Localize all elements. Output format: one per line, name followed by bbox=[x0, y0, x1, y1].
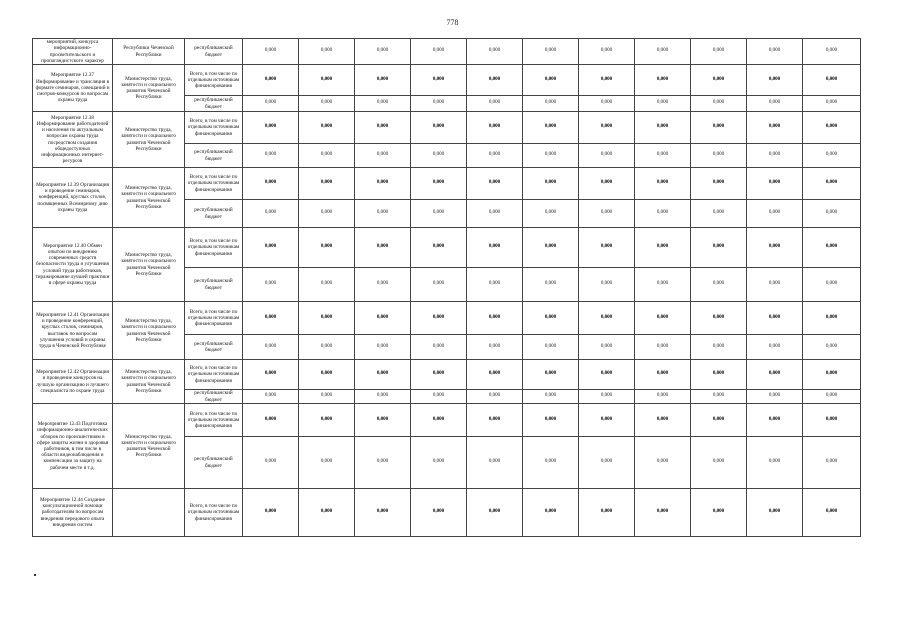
value-cell: 0,000 bbox=[467, 168, 523, 200]
value-cell: 0,000 bbox=[579, 404, 635, 437]
executor-cell: Министерство труда, занятости и социального развития Чеченской Республики bbox=[113, 404, 185, 489]
value-cell: 0,000 bbox=[523, 390, 579, 404]
value-cell: 0,000 bbox=[411, 268, 467, 302]
value-cell: 0,000 bbox=[803, 360, 861, 390]
value-cell: 0,000 bbox=[635, 268, 691, 302]
value-cell: 0,000 bbox=[299, 335, 355, 360]
value-cell: 0,000 bbox=[635, 168, 691, 200]
value-cell: 0,000 bbox=[691, 404, 747, 437]
funding-source-cell: республиканский бюджет bbox=[185, 335, 243, 360]
value-cell: 0,000 bbox=[299, 112, 355, 144]
value-cell: 0,000 bbox=[299, 228, 355, 268]
value-cell: 0,000 bbox=[747, 404, 803, 437]
value-cell: 0,000 bbox=[635, 39, 691, 65]
value-cell: 0,000 bbox=[747, 489, 803, 537]
value-cell: 0,000 bbox=[635, 404, 691, 437]
value-cell: 0,000 bbox=[803, 39, 861, 65]
value-cell: 0,000 bbox=[355, 437, 411, 489]
value-cell: 0,000 bbox=[635, 65, 691, 96]
value-cell: 0,000 bbox=[467, 228, 523, 268]
value-cell: 0,000 bbox=[299, 404, 355, 437]
value-cell: 0,000 bbox=[299, 144, 355, 168]
funding-source-cell: республиканский бюджет bbox=[185, 39, 243, 65]
value-cell: 0,000 bbox=[355, 65, 411, 96]
value-cell: 0,000 bbox=[691, 65, 747, 96]
value-cell: 0,000 bbox=[411, 390, 467, 404]
funding-source-cell: республиканский бюджет bbox=[185, 437, 243, 489]
funding-source-cell: республиканский бюджет bbox=[185, 390, 243, 404]
table-row bbox=[33, 404, 861, 437]
value-cell: 0,000 bbox=[635, 112, 691, 144]
value-cell: 0,000 bbox=[579, 390, 635, 404]
value-cell: 0,000 bbox=[467, 65, 523, 96]
value-cell: 0,000 bbox=[803, 437, 861, 489]
value-cell: 0,000 bbox=[803, 144, 861, 168]
value-cell: 0,000 bbox=[299, 65, 355, 96]
value-cell: 0,000 bbox=[579, 268, 635, 302]
value-cell: 0,000 bbox=[523, 200, 579, 228]
value-cell: 0,000 bbox=[299, 268, 355, 302]
value-cell: 0,000 bbox=[355, 200, 411, 228]
table-row bbox=[33, 360, 861, 390]
value-cell: 0,000 bbox=[523, 228, 579, 268]
value-cell: 0,000 bbox=[747, 168, 803, 200]
value-cell: 0,000 bbox=[411, 437, 467, 489]
value-cell: 0,000 bbox=[243, 360, 299, 390]
value-cell: 0,000 bbox=[523, 39, 579, 65]
executor-cell: Министерство труда, занятости и социального развития Чеченской Республики bbox=[113, 360, 185, 404]
value-cell: 0,000 bbox=[691, 360, 747, 390]
value-cell: 0,000 bbox=[691, 144, 747, 168]
funding-source-cell: Всего, в том числе по отдельным источникам финансирования bbox=[185, 112, 243, 144]
value-cell: 0,000 bbox=[411, 404, 467, 437]
value-cell: 0,000 bbox=[467, 200, 523, 228]
value-cell: 0,000 bbox=[243, 437, 299, 489]
value-cell: 0,000 bbox=[523, 112, 579, 144]
value-cell: 0,000 bbox=[579, 144, 635, 168]
value-cell: 0,000 bbox=[691, 96, 747, 112]
value-cell: 0,000 bbox=[299, 200, 355, 228]
activity-name-cell: Мероприятие 12.42 Организация и проведение конкурсов на лучшую организацию и лучшего специалиста по охране труда bbox=[33, 360, 113, 404]
value-cell: 0,000 bbox=[411, 335, 467, 360]
value-cell: 0,000 bbox=[243, 335, 299, 360]
value-cell: 0,000 bbox=[635, 200, 691, 228]
value-cell: 0,000 bbox=[635, 489, 691, 537]
activity-name-cell: Мероприятие 12.44 Создание консультационной помощи работодателям по вопросам внедрения передового опыта внедрения систем bbox=[33, 489, 113, 537]
executor-cell bbox=[113, 489, 185, 537]
value-cell: 0,000 bbox=[635, 302, 691, 335]
value-cell: 0,000 bbox=[803, 335, 861, 360]
executor-cell: Министерство труда, занятости и социального развития Чеченской Республики bbox=[113, 302, 185, 360]
activity-name-cell: Мероприятие 12.39 Организация и проведение семинаров, конференций, круглых столов, посвященных Всемирному дню охраны труда bbox=[33, 168, 113, 228]
value-cell: 0,000 bbox=[243, 404, 299, 437]
table-row bbox=[33, 302, 861, 335]
value-cell: 0,000 bbox=[747, 335, 803, 360]
funding-source-cell: Всего, в том числе по отдельным источникам финансирования bbox=[185, 168, 243, 200]
value-cell: 0,000 bbox=[467, 112, 523, 144]
value-cell: 0,000 bbox=[747, 112, 803, 144]
value-cell: 0,000 bbox=[411, 144, 467, 168]
value-cell: 0,000 bbox=[803, 268, 861, 302]
value-cell: 0,000 bbox=[691, 489, 747, 537]
value-cell: 0,000 bbox=[635, 360, 691, 390]
value-cell: 0,000 bbox=[411, 96, 467, 112]
executor-cell: Министерство труда, занятости и социального развития Чеченской Республики bbox=[113, 112, 185, 168]
value-cell: 0,000 bbox=[523, 144, 579, 168]
value-cell: 0,000 bbox=[467, 390, 523, 404]
value-cell: 0,000 bbox=[243, 302, 299, 335]
value-cell: 0,000 bbox=[299, 39, 355, 65]
table-row bbox=[33, 228, 861, 268]
value-cell: 0,000 bbox=[299, 437, 355, 489]
value-cell: 0,000 bbox=[243, 112, 299, 144]
value-cell: 0,000 bbox=[523, 268, 579, 302]
table-row bbox=[33, 489, 861, 537]
value-cell: 0,000 bbox=[299, 390, 355, 404]
value-cell: 0,000 bbox=[747, 65, 803, 96]
value-cell: 0,000 bbox=[635, 437, 691, 489]
value-cell: 0,000 bbox=[355, 268, 411, 302]
value-cell: 0,000 bbox=[467, 404, 523, 437]
value-cell: 0,000 bbox=[243, 39, 299, 65]
value-cell: 0,000 bbox=[355, 144, 411, 168]
value-cell: 0,000 bbox=[243, 268, 299, 302]
table-row bbox=[33, 65, 861, 96]
page-number: 778 bbox=[446, 18, 459, 27]
value-cell: 0,000 bbox=[523, 96, 579, 112]
funding-source-cell: республиканский бюджет bbox=[185, 96, 243, 112]
value-cell: 0,000 bbox=[803, 168, 861, 200]
value-cell: 0,000 bbox=[579, 302, 635, 335]
value-cell: 0,000 bbox=[691, 39, 747, 65]
value-cell: 0,000 bbox=[467, 268, 523, 302]
value-cell: 0,000 bbox=[467, 96, 523, 112]
value-cell: 0,000 bbox=[355, 489, 411, 537]
executor-cell: Республики Чеченской Республики bbox=[113, 39, 185, 65]
value-cell: 0,000 bbox=[747, 39, 803, 65]
funding-source-cell: Всего, в том числе по отдельным источникам финансирования bbox=[185, 360, 243, 390]
value-cell: 0,000 bbox=[579, 437, 635, 489]
value-cell: 0,000 bbox=[523, 437, 579, 489]
value-cell: 0,000 bbox=[523, 168, 579, 200]
value-cell: 0,000 bbox=[355, 112, 411, 144]
value-cell: 0,000 bbox=[691, 268, 747, 302]
executor-cell: Министерство труда, занятости и социального развития Чеченской Республики bbox=[113, 65, 185, 112]
value-cell: 0,000 bbox=[747, 390, 803, 404]
activity-name-cell: Мероприятие 12.37 Информирование и трансляция в формате семинаров, совещаний и смотров-конкурсов по вопросам охраны труда bbox=[33, 65, 113, 112]
value-cell: 0,000 bbox=[635, 96, 691, 112]
value-cell: 0,000 bbox=[411, 39, 467, 65]
funding-source-cell: Всего, в том числе по отдельным источникам финансирования bbox=[185, 228, 243, 268]
value-cell: 0,000 bbox=[355, 302, 411, 335]
value-cell: 0,000 bbox=[299, 168, 355, 200]
value-cell: 0,000 bbox=[355, 96, 411, 112]
value-cell: 0,000 bbox=[691, 112, 747, 144]
table-row bbox=[33, 168, 861, 200]
executor-cell: Министерство труда, занятости и социального развития Чеченской Республики bbox=[113, 228, 185, 302]
value-cell: 0,000 bbox=[747, 268, 803, 302]
value-cell: 0,000 bbox=[691, 168, 747, 200]
value-cell: 0,000 bbox=[243, 168, 299, 200]
value-cell: 0,000 bbox=[579, 39, 635, 65]
value-cell: 0,000 bbox=[299, 360, 355, 390]
value-cell: 0,000 bbox=[579, 335, 635, 360]
value-cell: 0,000 bbox=[411, 112, 467, 144]
value-cell: 0,000 bbox=[411, 228, 467, 268]
table-row bbox=[33, 39, 861, 65]
value-cell: 0,000 bbox=[803, 112, 861, 144]
value-cell: 0,000 bbox=[523, 65, 579, 96]
budget-table-body bbox=[33, 39, 861, 537]
value-cell: 0,000 bbox=[747, 302, 803, 335]
funding-source-cell: республиканский бюджет bbox=[185, 144, 243, 168]
value-cell: 0,000 bbox=[411, 200, 467, 228]
value-cell: 0,000 bbox=[299, 302, 355, 335]
value-cell: 0,000 bbox=[803, 65, 861, 96]
activity-name-cell: Мероприятие 12.38 Информирование работодателей и населения по актуальным вопросам охраны труда посредством создания общедоступных информационных интернет-ресурсов bbox=[33, 112, 113, 168]
funding-source-cell: Всего, в том числе по отдельным источникам финансирования bbox=[185, 404, 243, 437]
funding-source-cell: Всего, в том числе по отдельным источникам финансирования bbox=[185, 489, 243, 537]
value-cell: 0,000 bbox=[243, 144, 299, 168]
value-cell: 0,000 bbox=[579, 112, 635, 144]
value-cell: 0,000 bbox=[355, 390, 411, 404]
funding-source-cell: республиканский бюджет bbox=[185, 268, 243, 302]
value-cell: 0,000 bbox=[747, 437, 803, 489]
value-cell: 0,000 bbox=[635, 228, 691, 268]
value-cell: 0,000 bbox=[747, 144, 803, 168]
executor-cell: Министерство труда, занятости и социального развития Чеченской Республики bbox=[113, 168, 185, 228]
value-cell: 0,000 bbox=[411, 65, 467, 96]
value-cell: 0,000 bbox=[243, 200, 299, 228]
value-cell: 0,000 bbox=[243, 489, 299, 537]
value-cell: 0,000 bbox=[411, 168, 467, 200]
value-cell: 0,000 bbox=[355, 168, 411, 200]
value-cell: 0,000 bbox=[747, 200, 803, 228]
activity-name-cell: Мероприятие 12.40 Обмен опытом по внедрению современных средств безопасности труда и улучшения условий труда работников, тиражирование лучшей практики в сфере охраны труда bbox=[33, 228, 113, 302]
value-cell: 0,000 bbox=[747, 360, 803, 390]
value-cell: 0,000 bbox=[691, 200, 747, 228]
value-cell: 0,000 bbox=[691, 335, 747, 360]
funding-source-cell: Всего, в том числе по отдельным источникам финансирования bbox=[185, 302, 243, 335]
value-cell: 0,000 bbox=[467, 39, 523, 65]
activity-name-cell: мероприятий, конкурса информационно-просветительского и пропагандистского характер bbox=[33, 39, 113, 65]
value-cell: 0,000 bbox=[243, 65, 299, 96]
value-cell: 0,000 bbox=[355, 335, 411, 360]
value-cell: 0,000 bbox=[803, 390, 861, 404]
value-cell: 0,000 bbox=[523, 360, 579, 390]
funding-source-cell: Всего, в том числе по отдельным источникам финансирования bbox=[185, 65, 243, 96]
value-cell: 0,000 bbox=[467, 437, 523, 489]
value-cell: 0,000 bbox=[467, 489, 523, 537]
value-cell: 0,000 bbox=[467, 144, 523, 168]
table-row bbox=[33, 112, 861, 144]
value-cell: 0,000 bbox=[411, 489, 467, 537]
value-cell: 0,000 bbox=[411, 302, 467, 335]
value-cell: 0,000 bbox=[579, 200, 635, 228]
value-cell: 0,000 bbox=[803, 228, 861, 268]
value-cell: 0,000 bbox=[523, 404, 579, 437]
value-cell: 0,000 bbox=[355, 360, 411, 390]
value-cell: 0,000 bbox=[523, 489, 579, 537]
budget-table bbox=[32, 38, 861, 537]
value-cell: 0,000 bbox=[747, 228, 803, 268]
activity-name-cell: Мероприятие 12.41 Организация и проведение конференций, круглых столов, семинаров, выставок по вопросам улучшения условий и охраны труда в Чеченской Республике bbox=[33, 302, 113, 360]
value-cell: 0,000 bbox=[579, 228, 635, 268]
value-cell: 0,000 bbox=[355, 404, 411, 437]
value-cell: 0,000 bbox=[467, 360, 523, 390]
value-cell: 0,000 bbox=[635, 335, 691, 360]
activity-name-cell: Мероприятие 12.43 Подготовка информационно-аналитических обзоров по происшествиям в сфере защиты жизни и здоровья работников, в том числе в области видеонаблюдения и компенсации за защиту на рабочем месте и т.д. bbox=[33, 404, 113, 489]
value-cell: 0,000 bbox=[803, 404, 861, 437]
value-cell: 0,000 bbox=[691, 390, 747, 404]
value-cell: 0,000 bbox=[691, 437, 747, 489]
value-cell: 0,000 bbox=[243, 390, 299, 404]
value-cell: 0,000 bbox=[355, 39, 411, 65]
value-cell: 0,000 bbox=[299, 96, 355, 112]
value-cell: 0,000 bbox=[243, 228, 299, 268]
value-cell: 0,000 bbox=[243, 96, 299, 112]
funding-source-cell: республиканский бюджет bbox=[185, 200, 243, 228]
value-cell: 0,000 bbox=[355, 228, 411, 268]
value-cell: 0,000 bbox=[467, 335, 523, 360]
value-cell: 0,000 bbox=[523, 302, 579, 335]
value-cell: 0,000 bbox=[747, 96, 803, 112]
value-cell: 0,000 bbox=[803, 96, 861, 112]
value-cell: 0,000 bbox=[803, 489, 861, 537]
value-cell: 0,000 bbox=[579, 168, 635, 200]
value-cell: 0,000 bbox=[579, 360, 635, 390]
value-cell: 0,000 bbox=[579, 96, 635, 112]
value-cell: 0,000 bbox=[803, 200, 861, 228]
value-cell: 0,000 bbox=[803, 302, 861, 335]
value-cell: 0,000 bbox=[299, 489, 355, 537]
value-cell: 0,000 bbox=[635, 390, 691, 404]
page-mark bbox=[34, 574, 36, 576]
value-cell: 0,000 bbox=[523, 335, 579, 360]
value-cell: 0,000 bbox=[691, 302, 747, 335]
value-cell: 0,000 bbox=[579, 489, 635, 537]
value-cell: 0,000 bbox=[691, 228, 747, 268]
value-cell: 0,000 bbox=[467, 302, 523, 335]
value-cell: 0,000 bbox=[411, 360, 467, 390]
value-cell: 0,000 bbox=[579, 65, 635, 96]
value-cell: 0,000 bbox=[635, 144, 691, 168]
